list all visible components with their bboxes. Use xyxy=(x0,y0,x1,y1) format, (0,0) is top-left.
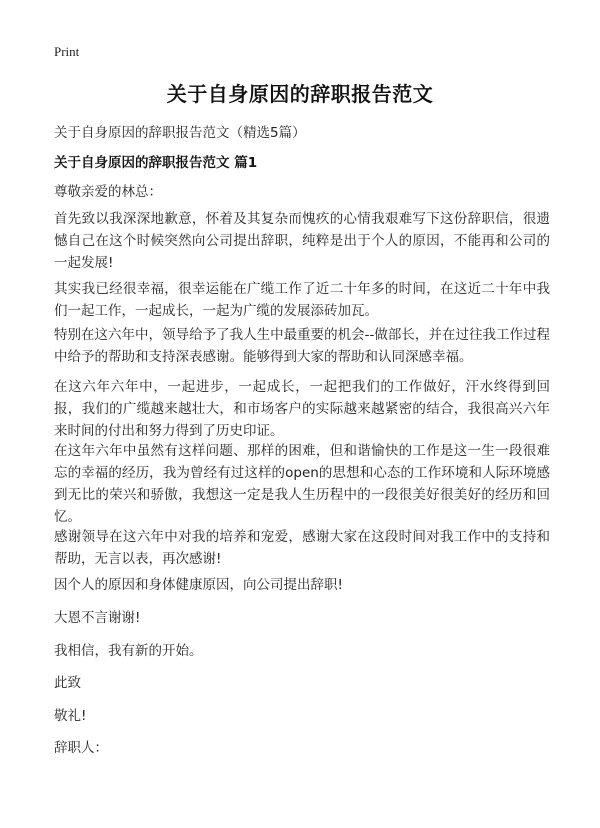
paragraph-gratitude: 大恩不言谢谢! xyxy=(54,610,141,626)
paragraph-reason: 因个人的原因和身体健康原因，向公司提出辞职! xyxy=(54,577,343,593)
salutation: 尊敬亲爱的林总： xyxy=(54,184,162,200)
paragraph-growth: 在这六年六年中，一起进步，一起成长，一起把我们的工作做好，汗水终得到回报，我们的广缆越来越壮大，和市场客户的实际越来越紧密的结合，我很高兴六年来时间的付出和努力得到了历史印证。 xyxy=(54,379,550,439)
paragraph-happiness: 其实我已经很幸福，很幸运能在广缆工作了近二十年多的时间，在这近二十年中我们一起工作，一起成长，一起为广缆的发展添砖加瓦。 xyxy=(54,281,550,319)
page-subtitle: 关于自身原因的辞职报告范文（精选5篇） xyxy=(54,125,306,141)
paragraph-experience: 在这年六年中虽然有这样问题、那样的困难，但和谐愉快的工作是这一生一段很难忘的幸福的经历，我为曾经有过这样的open的思想和心态的工作环境和人际环境感到无比的荣兴和骄傲，我想这一定是我人生历程中的一段很美好很美好的经历和回忆。 xyxy=(54,443,550,525)
signature-label: 辞职人： xyxy=(54,740,108,756)
print-link[interactable]: Print xyxy=(54,44,80,59)
closing-cizhi: 此致 xyxy=(54,675,81,691)
page-title: 关于自身原因的辞职报告范文 xyxy=(166,82,434,106)
closing-jingli: 敬礼! xyxy=(54,708,87,724)
paragraph-thanks: 感谢领导在这六年中对我的培养和宠爱，感谢大家在这段时间对我工作中的支持和帮助，无言以表，再次感谢! xyxy=(54,529,550,567)
section-heading: 关于自身原因的辞职报告范文 篇1 xyxy=(54,155,258,171)
paragraph-apology: 首先致以我深深地歉意，怀着及其复杂而愧疚的心情我艰难写下这份辞职信，很遗憾自己在这个时候突然向公司提出辞职，纯粹是出于个人的原因，不能再和公司的一起发展! xyxy=(54,211,550,271)
paragraph-new-start: 我相信，我有新的开始。 xyxy=(54,643,203,659)
paragraph-opportunity: 特别在这六年中，领导给予了我人生中最重要的机会--做部长，并在过往我工作过程中给予的帮助和支持深表感谢。能够得到大家的帮助和认同深感幸福。 xyxy=(54,327,550,365)
